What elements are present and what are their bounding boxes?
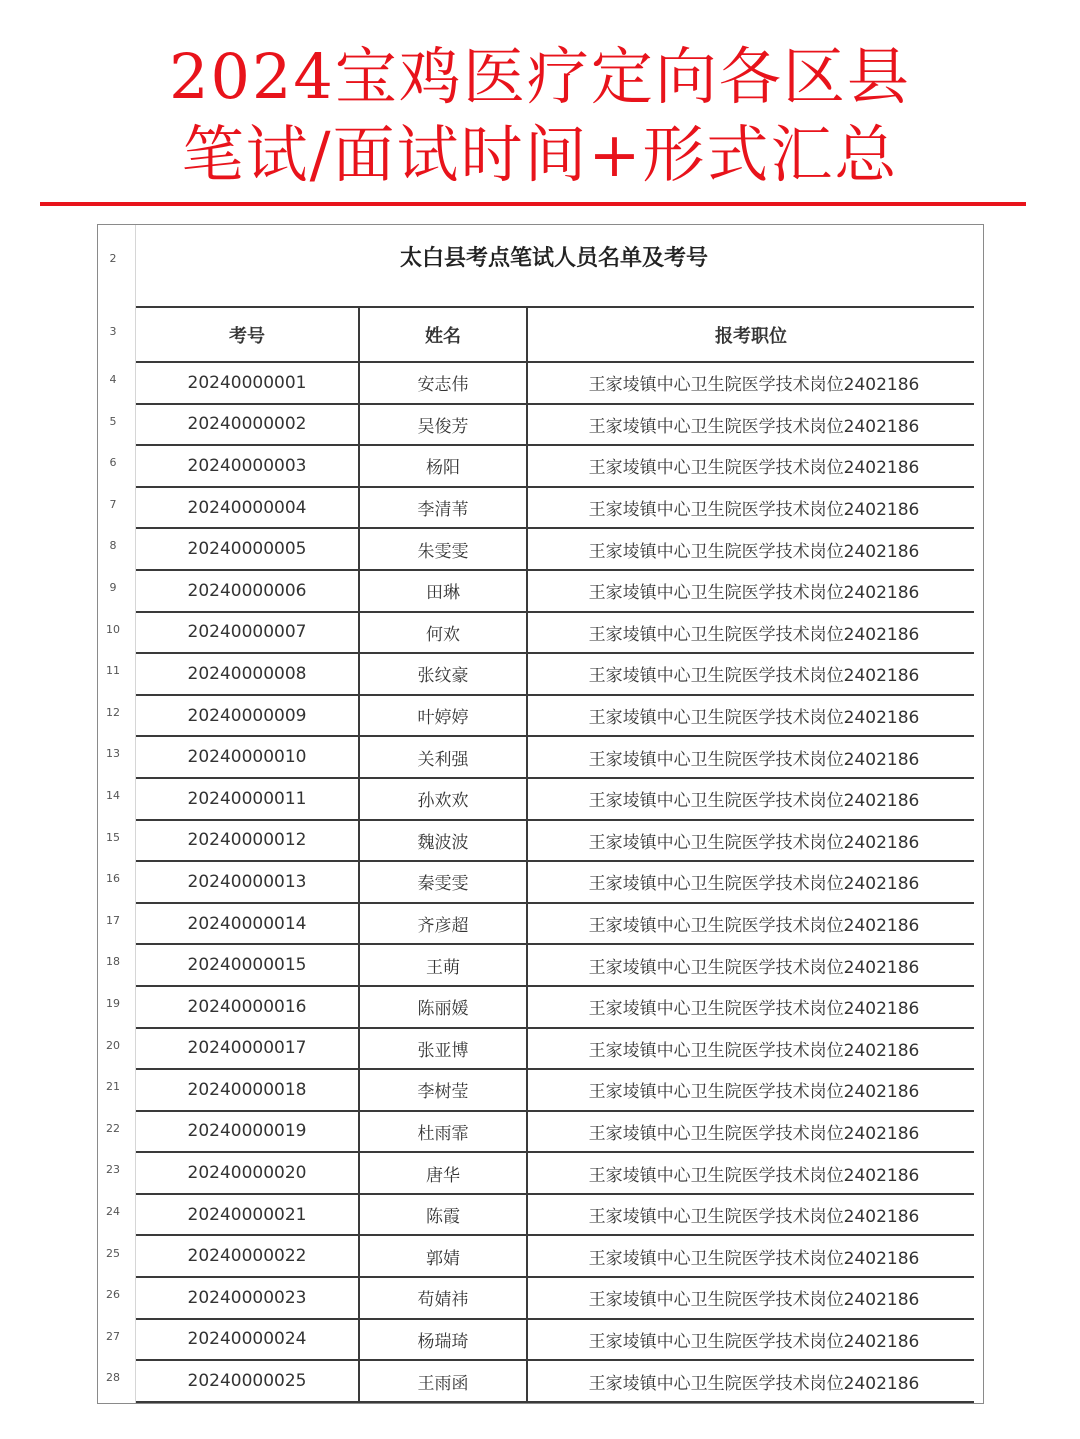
exam-id-cell: 20240000019 — [136, 1111, 359, 1153]
table-row — [136, 861, 974, 903]
exam-id-cell: 20240000002 — [136, 404, 359, 446]
table-row — [136, 778, 974, 820]
name-cell: 关利强 — [359, 736, 527, 778]
table-row — [136, 1319, 974, 1361]
name-cell: 何欢 — [359, 612, 527, 654]
position-cell: 王家堎镇中心卫生院医学技术岗位2402186 — [527, 1111, 974, 1153]
row-number: 10 — [106, 622, 120, 636]
row-number: 3 — [109, 325, 117, 338]
exam-id-cell: 20240000020 — [136, 1152, 359, 1194]
position-cell: 王家堎镇中心卫生院医学技术岗位2402186 — [527, 1277, 974, 1319]
exam-id-cell: 20240000017 — [136, 1028, 359, 1070]
table-row — [136, 1235, 974, 1277]
column-header-position: 报考职位 — [527, 307, 974, 362]
exam-id-cell: 20240000001 — [136, 362, 359, 404]
row-number: 26 — [106, 1288, 120, 1302]
exam-id-cell: 20240000005 — [136, 528, 359, 570]
row-number: 17 — [106, 913, 120, 927]
position-cell: 王家堎镇中心卫生院医学技术岗位2402186 — [527, 1235, 974, 1277]
name-cell: 魏波波 — [359, 820, 527, 862]
exam-id-cell: 20240000023 — [136, 1277, 359, 1319]
name-cell: 张纹豪 — [359, 653, 527, 695]
row-number-gutter — [98, 225, 136, 1403]
table-row — [136, 487, 974, 529]
exam-id-cell: 20240000009 — [136, 695, 359, 737]
position-cell: 王家堎镇中心卫生院医学技术岗位2402186 — [527, 861, 974, 903]
exam-id-cell: 20240000016 — [136, 986, 359, 1028]
row-number: 16 — [106, 872, 120, 886]
name-cell: 朱雯雯 — [359, 528, 527, 570]
name-cell: 唐华 — [359, 1152, 527, 1194]
row-number: 20 — [106, 1038, 120, 1052]
position-cell: 王家堎镇中心卫生院医学技术岗位2402186 — [527, 944, 974, 986]
table-row — [136, 570, 974, 612]
position-cell: 王家堎镇中心卫生院医学技术岗位2402186 — [527, 695, 974, 737]
name-cell: 叶婷婷 — [359, 695, 527, 737]
name-cell: 陈霞 — [359, 1194, 527, 1236]
row-number: 13 — [106, 747, 120, 761]
name-cell: 杨瑞琦 — [359, 1319, 527, 1361]
table-row — [136, 404, 974, 446]
name-cell: 张亚博 — [359, 1028, 527, 1070]
table-row — [136, 1360, 974, 1402]
exam-id-cell: 20240000003 — [136, 445, 359, 487]
row-number: 4 — [109, 373, 117, 386]
table-header-row — [136, 307, 974, 362]
row-number: 23 — [106, 1163, 120, 1177]
row-number: 6 — [109, 456, 117, 470]
exam-id-cell: 20240000024 — [136, 1319, 359, 1361]
spreadsheet-screenshot — [97, 224, 984, 1404]
row-number: 27 — [106, 1329, 120, 1343]
row-number: 8 — [109, 539, 117, 553]
headline-divider — [40, 202, 1026, 206]
exam-id-cell: 20240000006 — [136, 570, 359, 612]
name-cell: 吴俊芳 — [359, 404, 527, 446]
row-number: 7 — [109, 497, 117, 511]
exam-id-cell: 20240000012 — [136, 820, 359, 862]
position-cell: 王家堎镇中心卫生院医学技术岗位2402186 — [527, 1028, 974, 1070]
row-number: 14 — [106, 789, 120, 802]
table-row — [136, 612, 974, 654]
position-cell: 王家堎镇中心卫生院医学技术岗位2402186 — [527, 445, 974, 487]
name-cell: 齐彦超 — [359, 903, 527, 945]
exam-id-cell: 20240000008 — [136, 653, 359, 695]
position-cell: 王家堎镇中心卫生院医学技术岗位2402186 — [527, 736, 974, 778]
exam-id-cell: 20240000010 — [136, 736, 359, 778]
exam-id-cell: 20240000025 — [136, 1360, 359, 1402]
position-cell: 王家堎镇中心卫生院医学技术岗位2402186 — [527, 487, 974, 529]
table-row — [136, 695, 974, 737]
table-row — [136, 1069, 974, 1111]
name-cell: 苟婧祎 — [359, 1277, 527, 1319]
exam-id-cell: 20240000022 — [136, 1235, 359, 1277]
row-number: 28 — [106, 1371, 120, 1385]
column-header-exam-id: 考号 — [136, 307, 359, 362]
position-cell: 王家堎镇中心卫生院医学技术岗位2402186 — [527, 903, 974, 945]
row-number: 22 — [106, 1121, 120, 1135]
exam-id-cell: 20240000004 — [136, 487, 359, 529]
table-row — [136, 528, 974, 570]
position-cell: 王家堎镇中心卫生院医学技术岗位2402186 — [527, 653, 974, 695]
table-row — [136, 1194, 974, 1236]
row-number: 15 — [106, 830, 120, 844]
table-row — [136, 1152, 974, 1194]
row-number: 9 — [109, 581, 117, 594]
exam-id-cell: 20240000014 — [136, 903, 359, 945]
row-number: 5 — [109, 414, 117, 428]
table-row — [136, 1028, 974, 1070]
position-cell: 王家堎镇中心卫生院医学技术岗位2402186 — [527, 1194, 974, 1236]
table-row — [136, 1111, 974, 1153]
table-row — [136, 736, 974, 778]
position-cell: 王家堎镇中心卫生院医学技术岗位2402186 — [527, 570, 974, 612]
position-cell: 王家堎镇中心卫生院医学技术岗位2402186 — [527, 362, 974, 404]
name-cell: 杨阳 — [359, 445, 527, 487]
position-cell: 王家堎镇中心卫生院医学技术岗位2402186 — [527, 986, 974, 1028]
row-number: 2 — [109, 252, 117, 265]
table-row — [136, 1277, 974, 1319]
position-cell: 王家堎镇中心卫生院医学技术岗位2402186 — [527, 820, 974, 862]
exam-id-cell: 20240000018 — [136, 1069, 359, 1111]
name-cell: 王萌 — [359, 944, 527, 986]
table-row — [136, 362, 974, 404]
position-cell: 王家堎镇中心卫生院医学技术岗位2402186 — [527, 404, 974, 446]
name-cell: 王雨函 — [359, 1360, 527, 1402]
column-header-name: 姓名 — [359, 307, 527, 362]
exam-id-cell: 20240000015 — [136, 944, 359, 986]
candidate-table — [136, 306, 974, 1403]
position-cell: 王家堎镇中心卫生院医学技术岗位2402186 — [527, 1152, 974, 1194]
exam-id-cell: 20240000011 — [136, 778, 359, 820]
name-cell: 杜雨霏 — [359, 1111, 527, 1153]
table-row — [136, 445, 974, 487]
position-cell: 王家堎镇中心卫生院医学技术岗位2402186 — [527, 1360, 974, 1402]
table-row — [136, 903, 974, 945]
name-cell: 陈丽媛 — [359, 986, 527, 1028]
row-number: 24 — [106, 1205, 120, 1218]
row-number: 11 — [106, 664, 120, 678]
name-cell: 孙欢欢 — [359, 778, 527, 820]
headline-line-1: 2024宝鸡医疗定向各区县 — [169, 40, 911, 113]
row-number: 25 — [106, 1246, 120, 1260]
row-number: 12 — [106, 705, 120, 719]
exam-id-cell: 20240000021 — [136, 1194, 359, 1236]
table-row — [136, 820, 974, 862]
sheet-title: 太白县考点笔试人员名单及考号 — [399, 246, 708, 271]
row-number: 19 — [106, 997, 120, 1010]
table-row — [136, 986, 974, 1028]
position-cell: 王家堎镇中心卫生院医学技术岗位2402186 — [527, 1069, 974, 1111]
row-number: 21 — [106, 1080, 120, 1094]
table-row — [136, 944, 974, 986]
position-cell: 王家堎镇中心卫生院医学技术岗位2402186 — [527, 1319, 974, 1361]
headline-line-2: 笔试/面试时间+形式汇总 — [181, 118, 899, 191]
name-cell: 安志伟 — [359, 362, 527, 404]
position-cell: 王家堎镇中心卫生院医学技术岗位2402186 — [527, 612, 974, 654]
name-cell: 秦雯雯 — [359, 861, 527, 903]
position-cell: 王家堎镇中心卫生院医学技术岗位2402186 — [527, 778, 974, 820]
exam-id-cell: 20240000013 — [136, 861, 359, 903]
name-cell: 郭婧 — [359, 1235, 527, 1277]
exam-id-cell: 20240000007 — [136, 612, 359, 654]
name-cell: 李树莹 — [359, 1069, 527, 1111]
table-row — [136, 653, 974, 695]
row-number: 18 — [106, 955, 120, 969]
name-cell: 田琳 — [359, 570, 527, 612]
name-cell: 李清苇 — [359, 487, 527, 529]
position-cell: 王家堎镇中心卫生院医学技术岗位2402186 — [527, 528, 974, 570]
